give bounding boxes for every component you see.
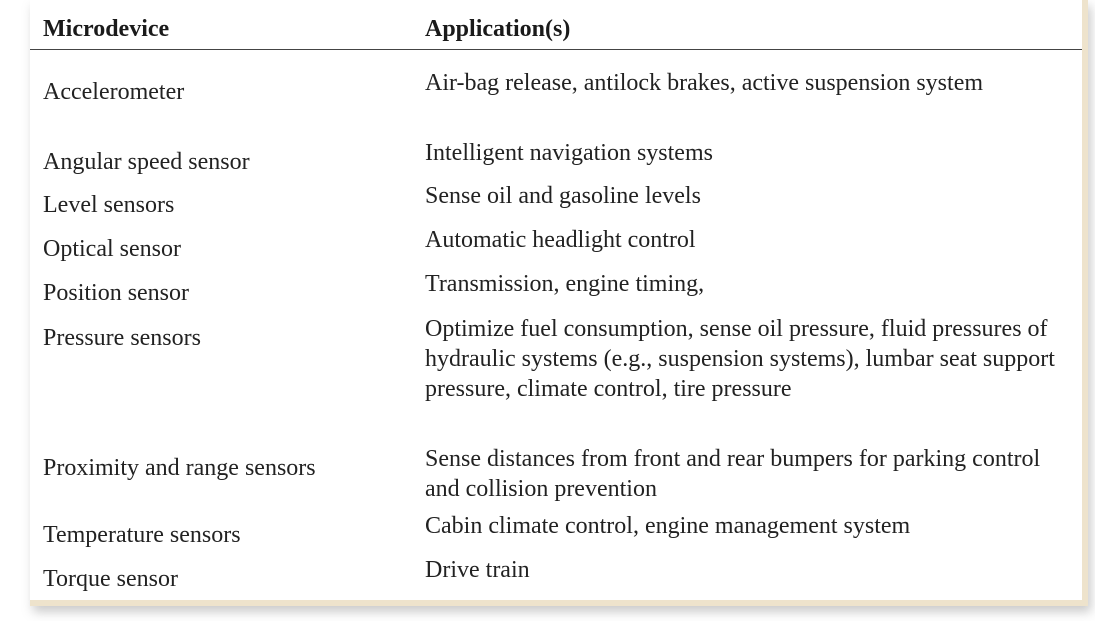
- application-cell: Sense distances from front and rear bumpers for parking control and collision prevention: [425, 446, 1041, 502]
- device-cell: Temperature sensors: [43, 522, 241, 548]
- application-cell: Cabin climate control, engine management system: [425, 513, 911, 539]
- application-cell: Optimize fuel consumption, sense oil pressure, fluid pressures of hydraulic systems (e.g., suspension systems), lumbar seat support pressure, climate control, tire pressure: [425, 316, 1055, 402]
- device-cell: Optical sensor: [43, 236, 181, 262]
- device-cell: Pressure sensors: [43, 325, 201, 351]
- device-cell: Angular speed sensor: [43, 149, 250, 175]
- application-cell: Transmission, engine timing,: [425, 271, 705, 297]
- table-header: [30, 0, 1082, 50]
- column-header-applications: Application(s): [425, 16, 571, 42]
- device-cell: Proximity and range sensors: [43, 455, 316, 481]
- application-cell: Sense oil and gasoline levels: [425, 183, 701, 209]
- table-panel: [30, 0, 1088, 606]
- device-cell: Torque sensor: [43, 566, 178, 592]
- application-cell: Drive train: [425, 557, 530, 583]
- column-header-microdevice: Microdevice: [43, 16, 170, 42]
- device-cell: Position sensor: [43, 280, 190, 306]
- application-cell: Intelligent navigation systems: [425, 140, 713, 166]
- application-cell: Automatic headlight control: [425, 227, 696, 253]
- application-cell: Air-bag release, antilock brakes, active suspension system: [425, 70, 984, 96]
- device-cell: Level sensors: [43, 192, 175, 218]
- device-cell: Accelerometer: [43, 79, 185, 105]
